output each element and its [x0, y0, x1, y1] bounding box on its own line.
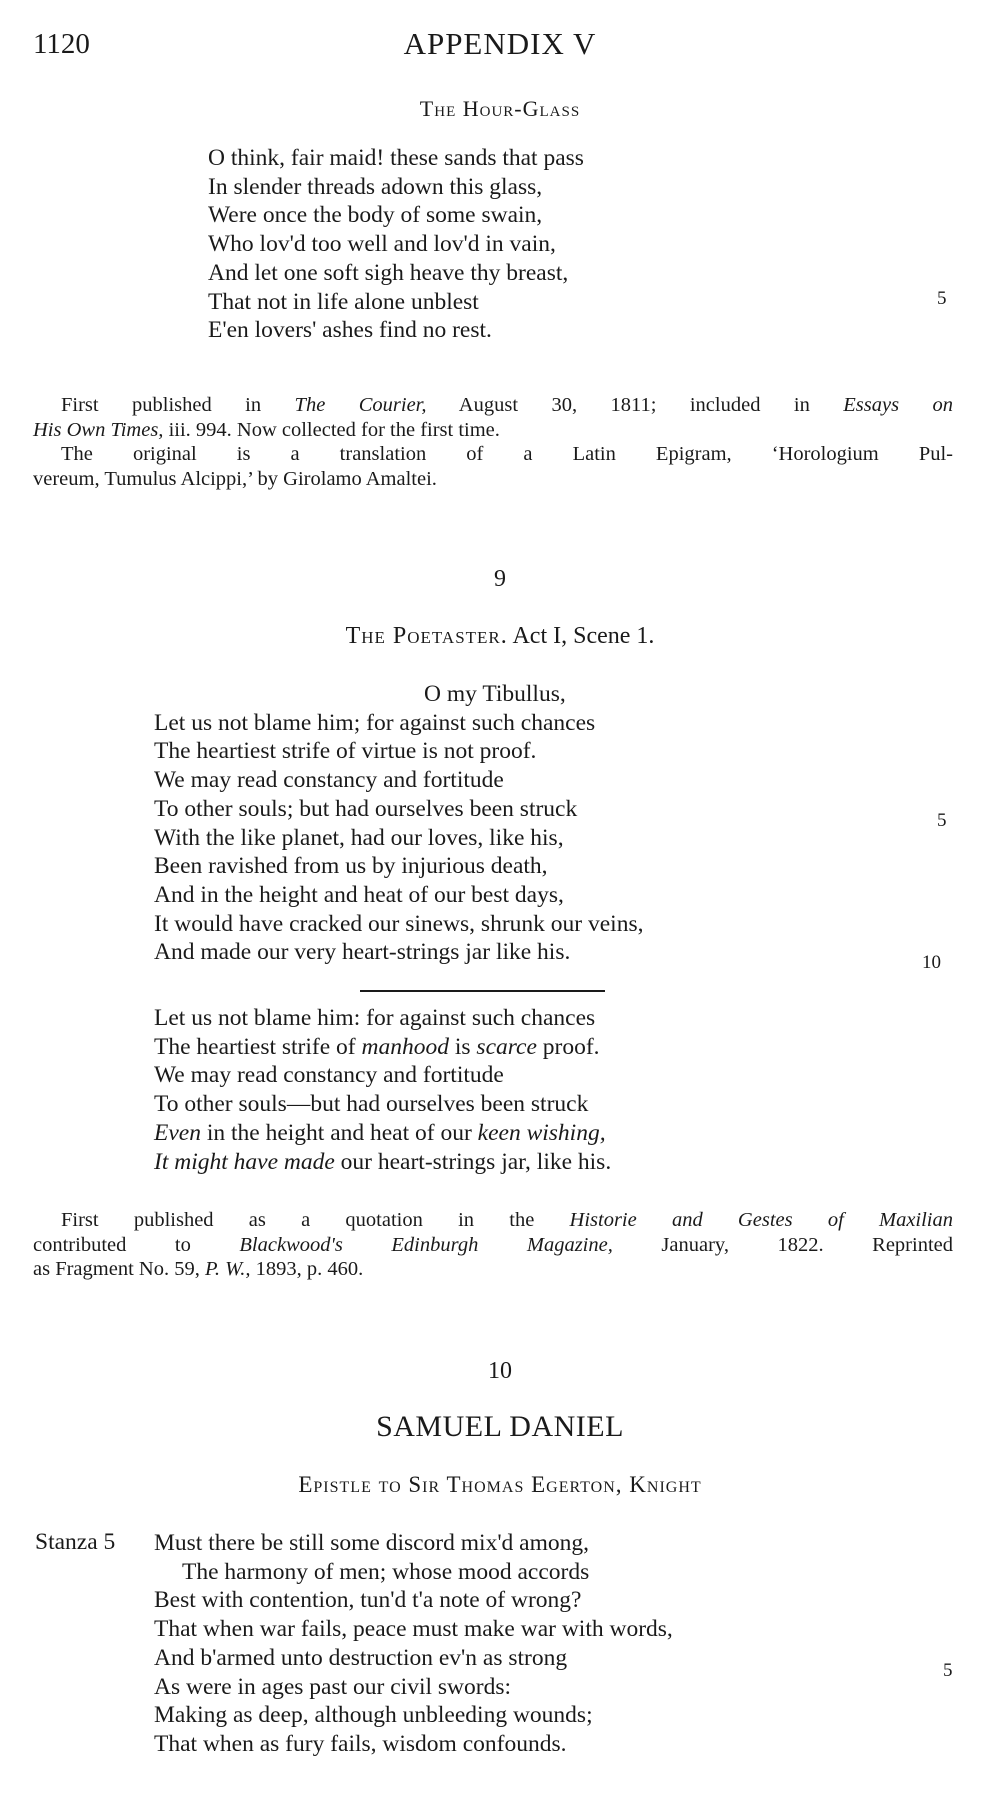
poem-line: It might have made our heart-strings jar, like his. — [154, 1148, 612, 1175]
section-number-9: 9 — [494, 566, 506, 592]
note-line: The original is a translation of a Latin Epigram, ‘Horologium Pul- — [61, 443, 953, 465]
poem-line: And b'armed unto destruction ev'n as strong — [154, 1644, 568, 1671]
poem-line: And made our very heart-strings jar like his. — [154, 939, 571, 966]
poem-line: Making as deep, although unbleeding wounds; — [154, 1702, 593, 1729]
poem-line: To other souls; but had ourselves been struck — [154, 795, 578, 822]
poem-line: And let one soft sigh heave thy breast, — [208, 259, 569, 286]
poem-poetaster — [154, 680, 643, 967]
stanza-label: Stanza 5 — [35, 1529, 116, 1555]
poem-line: In slender threads adown this glass, — [208, 173, 543, 200]
poem-line: It would have cracked our sinews, shrunk our veins, — [154, 910, 644, 937]
note-line: vereum, Tumulus Alcippi,’ by Girolamo Amaltei. — [33, 467, 437, 490]
poem-line: E'en lovers' ashes find no rest. — [208, 317, 492, 344]
poem-poetaster-variant — [154, 1004, 611, 1176]
poem-line: And in the height and heat of our best days, — [154, 881, 564, 908]
author-heading: SAMUEL DANIEL — [376, 1410, 624, 1443]
poem-line: That not in life alone unblest — [208, 288, 479, 315]
line-number: 5 — [937, 810, 947, 831]
poem-line: That when as fury fails, wisdom confounds. — [154, 1730, 567, 1757]
poem-title-epistle: Epistle to Sir Thomas Egerton, Knight — [298, 1472, 702, 1497]
note-line: contributed to Blackwood's Edinburgh Magazine, January, 1822. Reprinted — [33, 1233, 953, 1256]
poem-line: Best with contention, tun'd t'a note of wrong? — [154, 1587, 582, 1614]
note-poetaster — [33, 1208, 953, 1282]
poem-line: Even in the height and heat of our keen wishing, — [154, 1119, 606, 1146]
poem-line: As were in ages past our civil swords: — [154, 1673, 511, 1700]
note-hourglass — [33, 393, 953, 491]
poem-line: Been ravished from us by injurious death, — [154, 853, 548, 880]
note-line: as Fragment No. 59, P. W., 1893, p. 460. — [33, 1258, 364, 1280]
note-line: His Own Times, iii. 994. Now collected for the first time. — [33, 418, 500, 441]
poem-line: Were once the body of some swain, — [208, 202, 543, 229]
section-number-10: 10 — [488, 1358, 512, 1384]
poem-line: O think, fair maid! these sands that pass — [208, 145, 584, 171]
note-line: First published as a quotation in the Historie and Gestes of Maxilian — [61, 1209, 954, 1231]
poem-line: Let us not blame him: for against such chances — [154, 1005, 596, 1031]
line-number: 10 — [922, 952, 941, 973]
poem-line: We may read constancy and fortitude — [154, 1062, 504, 1089]
note-line: First published in The Courier, August 30, 1811; included in Essays on — [61, 394, 953, 416]
poem-title-poetaster: The Poetaster. Act I, Scene 1. — [345, 623, 655, 649]
poem-line: Let us not blame him; for against such chances — [154, 709, 596, 736]
page-header-title: APPENDIX V — [403, 26, 597, 61]
poem-line: The harmony of men; whose mood accords — [182, 1558, 590, 1585]
poem-epistle — [154, 1529, 673, 1759]
line-number: 5 — [937, 288, 947, 309]
page-number: 1120 — [33, 28, 90, 60]
poem-title-hourglass: The Hour-Glass — [419, 96, 581, 121]
poem-line: The heartiest strife of manhood is scarce proof. — [154, 1033, 600, 1060]
poem-line: With the like planet, had our loves, like his, — [154, 824, 564, 851]
poem-line: That when war fails, peace must make war with words, — [154, 1616, 673, 1643]
line-number: 5 — [943, 1660, 953, 1681]
poem-hourglass — [208, 144, 584, 345]
divider-rule — [360, 990, 605, 992]
poem-line: To other souls—but had ourselves been struck — [154, 1091, 589, 1118]
poem-line: O my Tibullus, — [424, 681, 566, 707]
poem-line: We may read constancy and fortitude — [154, 767, 504, 794]
poem-line: Who lov'd too well and lov'd in vain, — [208, 231, 556, 258]
poem-line: Must there be still some discord mix'd among, — [154, 1530, 590, 1556]
poem-line: The heartiest strife of virtue is not proof. — [154, 738, 537, 765]
